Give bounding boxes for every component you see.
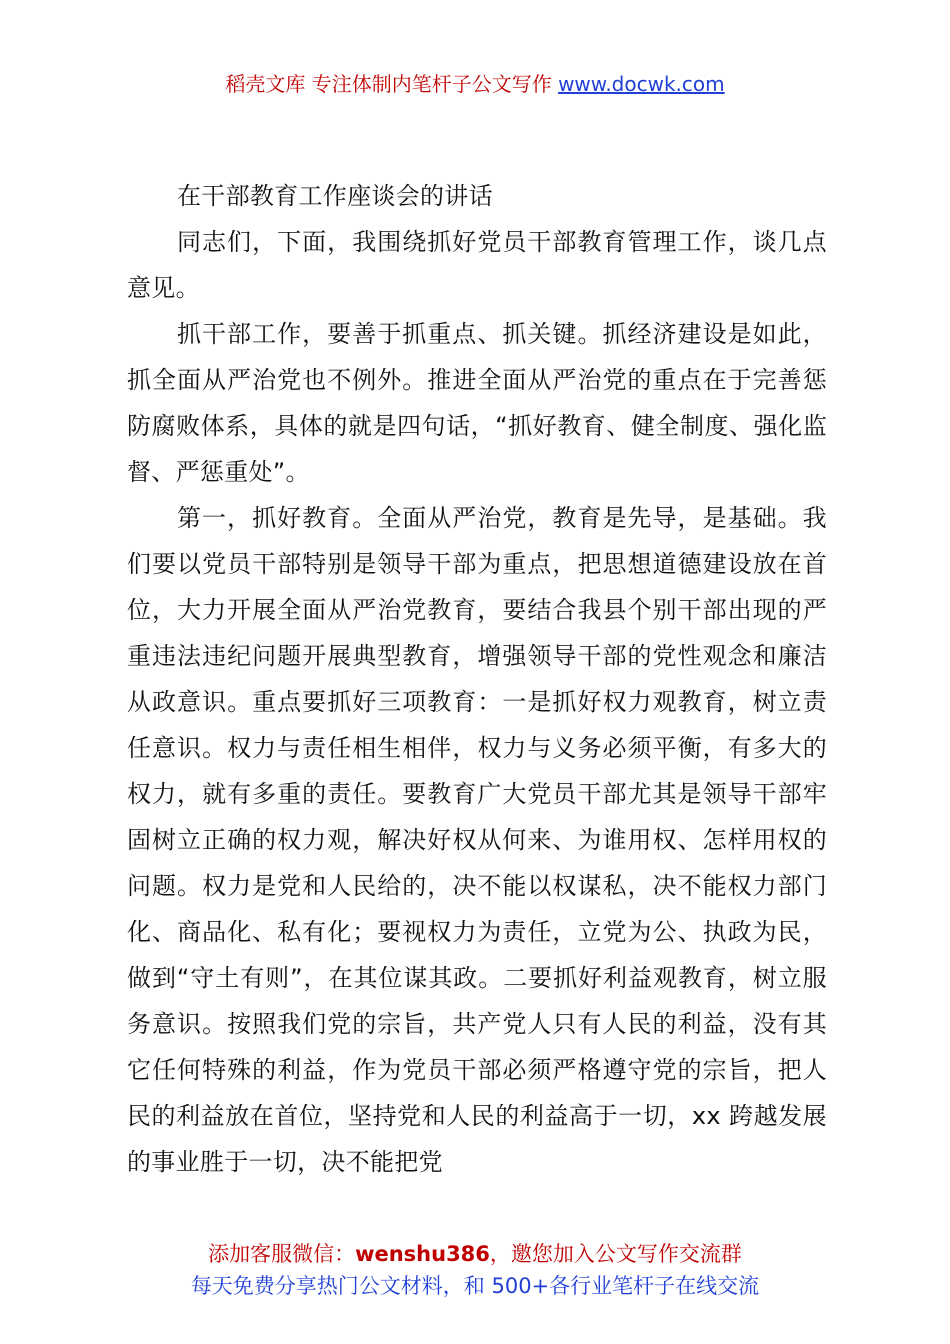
footer-contact-prefix: 添加客服微信：: [208, 1242, 356, 1266]
page-header: [0, 68, 950, 100]
document-title: 在干部教育工作座谈会的讲话: [177, 182, 493, 210]
header-url-link[interactable]: www.docwk.com: [558, 72, 725, 96]
footer-contact-line: [0, 1238, 950, 1270]
footer-promo-line: 每天免费分享热门公文材料，和 500+各行业笔杆子在线交流: [190, 1274, 760, 1298]
paragraph-1: 同志们，下面，我围绕抓好党员干部教育管理工作，谈几点意见。: [127, 228, 827, 302]
header-brand: 稻壳文库 专注体制内笔杆子公文写作: [225, 72, 552, 96]
page-footer: [0, 1238, 950, 1302]
footer-contact-suffix: ，邀您加入公文写作交流群: [489, 1242, 742, 1266]
footer-wechat-id: wenshu386: [355, 1242, 490, 1266]
document-body: [127, 173, 827, 1185]
paragraph-3: 第一，抓好教育。全面从严治党，教育是先导，是基础。我们要以党员干部特别是领导干部为重点，把思想道德建设放在首位，大力开展全面从严治党教育，要结合我县个别干部出现的严重违法违纪问题开展典型教育，增强领导干部的党性观念和廉洁从政意识。重点要抓好三项教育：一是抓好权力观教育，树立责任意识。权力与责任相生相伴，权力与义务必须平衡，有多大的权力，就有多重的责任。要教育广大党员干部尤其是领导干部牢固树立正确的权力观，解决好权从何来、为谁用权、怎样用权的问题。权力是党和人民给的，决不能以权谋私，决不能权力部门化、商品化、私有化；要视权力为责任，立党为公、执政为民，做到“守土有则”，在其位谋其政。二要抓好利益观教育，树立服务意识。按照我们党的宗旨，共产党人只有人民的利益，没有其它任何特殊的利益，作为党员干部必须严格遵守党的宗旨，把人民的利益放在首位，坚持党和人民的利益高于一切，xx 跨越发展的事业胜于一切，决不能把党: [127, 504, 827, 1176]
paragraph-2: 抓干部工作，要善于抓重点、抓关键。抓经济建设是如此，抓全面从严治党也不例外。推进全面从严治党的重点在于完善惩防腐败体系，具体的就是四句话，“抓好教育、健全制度、强化监督、严惩重处”。: [127, 320, 827, 486]
